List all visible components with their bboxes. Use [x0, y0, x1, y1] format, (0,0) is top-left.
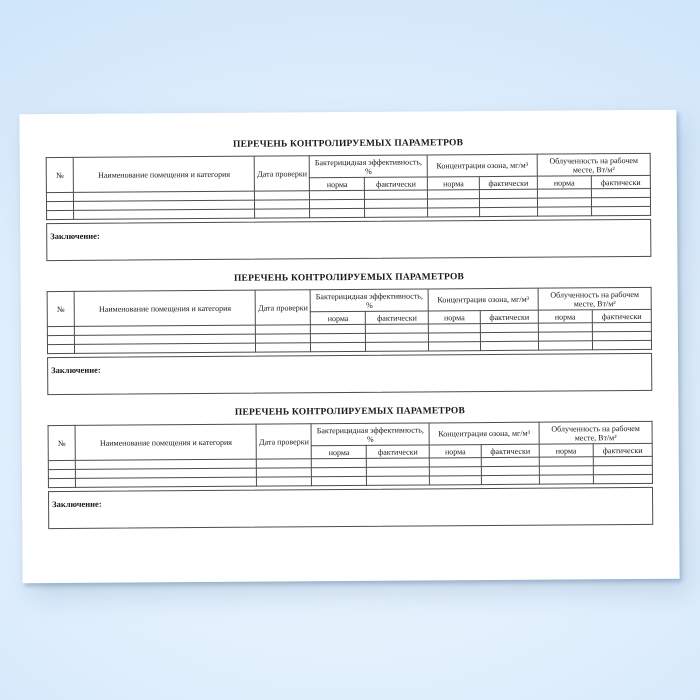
- col-header-room-name: Наименование помещения и категория: [74, 290, 255, 326]
- table-data-cell: [310, 199, 365, 208]
- subheader-actual: фактически: [591, 175, 650, 188]
- table-data-cell: [428, 199, 480, 208]
- conclusion-label: Заключение:: [50, 230, 100, 242]
- table-data-cell: [311, 342, 366, 351]
- table-data-cell: [76, 477, 257, 487]
- table-data-cell: [311, 333, 366, 342]
- table-data-cell: [48, 478, 75, 487]
- table-data-cell: [429, 342, 481, 351]
- table-data-cell: [593, 474, 652, 483]
- table-data-cell: [367, 458, 430, 467]
- col-header-check-date: Дата проверки: [255, 156, 310, 191]
- table-data-cell: [256, 325, 311, 334]
- table-data-cell: [312, 467, 367, 476]
- table-data-cell: [256, 343, 311, 352]
- table-data-cell: [538, 323, 592, 332]
- table-data-cell: [428, 190, 480, 199]
- subheader-norm: норма: [311, 311, 366, 324]
- table-data-cell: [591, 188, 650, 197]
- table-data-cell: [367, 467, 430, 476]
- table-data-cell: [312, 458, 367, 467]
- table-data-cell: [428, 324, 480, 333]
- table-data-cell: [592, 331, 651, 340]
- subheader-norm: норма: [310, 177, 365, 190]
- table-data-cell: [480, 198, 538, 207]
- table-data-cell: [538, 332, 592, 341]
- subheader-actual: фактически: [366, 311, 429, 324]
- table-data-cell: [46, 192, 73, 201]
- table-body: [47, 322, 651, 353]
- col-header-workplace-irradiance: Облученность на рабочем месте, Вт/м²: [537, 153, 650, 176]
- table-data-cell: [75, 343, 256, 353]
- col-header-ozone-concentration: Концентрация озона, мг/м³: [427, 154, 537, 177]
- table-data-cell: [48, 460, 75, 469]
- table-data-cell: [47, 210, 74, 219]
- col-header-bactericidal-effectiveness: Бактерицидная эффективность, %: [309, 155, 427, 178]
- col-header-room-name: Наименование помещения и категория: [73, 156, 254, 192]
- table-data-cell: [593, 456, 652, 465]
- subheader-actual: фактически: [593, 443, 652, 456]
- col-header-bactericidal-effectiveness: Бактерицидная эффективность, %: [310, 289, 428, 312]
- subheader-actual: фактически: [481, 444, 539, 457]
- subheader-norm: норма: [427, 177, 479, 190]
- table-data-cell: [481, 341, 539, 350]
- subheader-actual: фактически: [365, 177, 428, 190]
- parameters-table: [47, 287, 652, 354]
- table-data-cell: [481, 466, 539, 475]
- table-data-cell: [366, 333, 429, 342]
- table-data-cell: [593, 465, 652, 474]
- col-header-room-name: Наименование помещения и категория: [75, 424, 256, 460]
- subheader-actual: фактически: [480, 310, 538, 323]
- table-data-cell: [365, 190, 428, 199]
- table-data-cell: [312, 476, 367, 485]
- table-data-cell: [47, 335, 74, 344]
- col-header-ozone-concentration: Концентрация озона, мг/м³: [429, 422, 539, 445]
- table-data-cell: [479, 189, 537, 198]
- table-data-cell: [539, 457, 593, 466]
- table-data-cell: [310, 190, 365, 199]
- table-data-cell: [74, 209, 255, 219]
- parameters-section: [47, 405, 653, 529]
- table-data-cell: [365, 199, 428, 208]
- col-header-bactericidal-effectiveness: Бактерицидная эффективность, %: [311, 423, 429, 446]
- section-title: ПЕРЕЧЕНЬ КОНТРОЛИРУЕМЫХ ПАРАМЕТРОВ: [234, 406, 466, 418]
- table-data-cell: [366, 324, 429, 333]
- subheader-norm: норма: [429, 445, 481, 458]
- col-header-workplace-irradiance: Облученность на рабочем месте, Вт/м²: [538, 287, 651, 310]
- col-header-number: №: [48, 425, 75, 460]
- table-data-cell: [257, 477, 312, 486]
- section-title: ПЕРЕЧЕНЬ КОНТРОЛИРУЕМЫХ ПАРАМЕТРОВ: [233, 272, 465, 284]
- table-data-cell: [366, 342, 429, 351]
- parameters-table: [48, 421, 653, 488]
- parameters-table: [46, 153, 651, 220]
- table-data-cell: [481, 475, 539, 484]
- table-data-cell: [538, 341, 592, 350]
- table-data-cell: [47, 344, 74, 353]
- table-data-cell: [429, 333, 481, 342]
- table-data-cell: [255, 200, 310, 209]
- section-title: ПЕРЕЧЕНЬ КОНТРОЛИРУЕМЫХ ПАРАМЕТРОВ: [232, 138, 464, 150]
- conclusion-label: Заключение:: [52, 498, 102, 510]
- subheader-norm: норма: [312, 445, 367, 458]
- conclusion-box: [46, 219, 651, 261]
- table-data-cell: [481, 457, 539, 466]
- col-header-ozone-concentration: Концентрация озона, мг/м³: [428, 288, 538, 311]
- table-data-cell: [539, 475, 593, 484]
- subheader-actual: фактически: [366, 445, 429, 458]
- document-page: [19, 110, 679, 584]
- subheader-norm: норма: [428, 311, 480, 324]
- table-data-cell: [480, 207, 538, 216]
- col-header-workplace-irradiance: Облученность на рабочем месте, Вт/м²: [539, 421, 652, 444]
- conclusion-label: Заключение:: [51, 364, 101, 376]
- subheader-actual: фактически: [592, 309, 651, 322]
- table-data-cell: [428, 208, 480, 217]
- table-data-cell: [429, 467, 481, 476]
- table-data-cell: [311, 324, 366, 333]
- table-body: [46, 188, 650, 219]
- col-header-check-date: Дата проверки: [255, 290, 310, 325]
- col-header-check-date: Дата проверки: [256, 424, 311, 459]
- table-body: [48, 456, 652, 487]
- subheader-norm: норма: [539, 444, 593, 457]
- conclusion-box: [47, 353, 652, 395]
- subheader-norm: норма: [538, 310, 592, 323]
- col-header-number: №: [46, 157, 73, 192]
- table-data-cell: [310, 208, 365, 217]
- table-data-cell: [255, 209, 310, 218]
- table-data-cell: [256, 334, 311, 343]
- table-data-cell: [538, 207, 592, 216]
- table-data-cell: [257, 459, 312, 468]
- table-data-cell: [480, 323, 538, 332]
- table-data-cell: [537, 198, 591, 207]
- table-data-cell: [255, 191, 310, 200]
- conclusion-box: [48, 487, 653, 529]
- table-data-cell: [365, 208, 428, 217]
- table-data-cell: [592, 340, 651, 349]
- table-data-cell: [48, 469, 75, 478]
- table-data-cell: [591, 197, 650, 206]
- table-data-cell: [257, 468, 312, 477]
- subheader-actual: фактически: [479, 176, 537, 189]
- table-data-cell: [429, 458, 481, 467]
- table-data-cell: [46, 201, 73, 210]
- table-data-cell: [591, 206, 650, 215]
- parameters-section: [46, 137, 652, 261]
- table-data-cell: [539, 466, 593, 475]
- table-data-cell: [537, 189, 591, 198]
- table-data-cell: [47, 326, 74, 335]
- table-data-cell: [480, 332, 538, 341]
- table-data-cell: [429, 476, 481, 485]
- table-data-cell: [592, 322, 651, 331]
- table-data-cell: [367, 476, 430, 485]
- col-header-number: №: [47, 291, 74, 326]
- parameters-section: [46, 271, 652, 395]
- subheader-norm: норма: [537, 176, 591, 189]
